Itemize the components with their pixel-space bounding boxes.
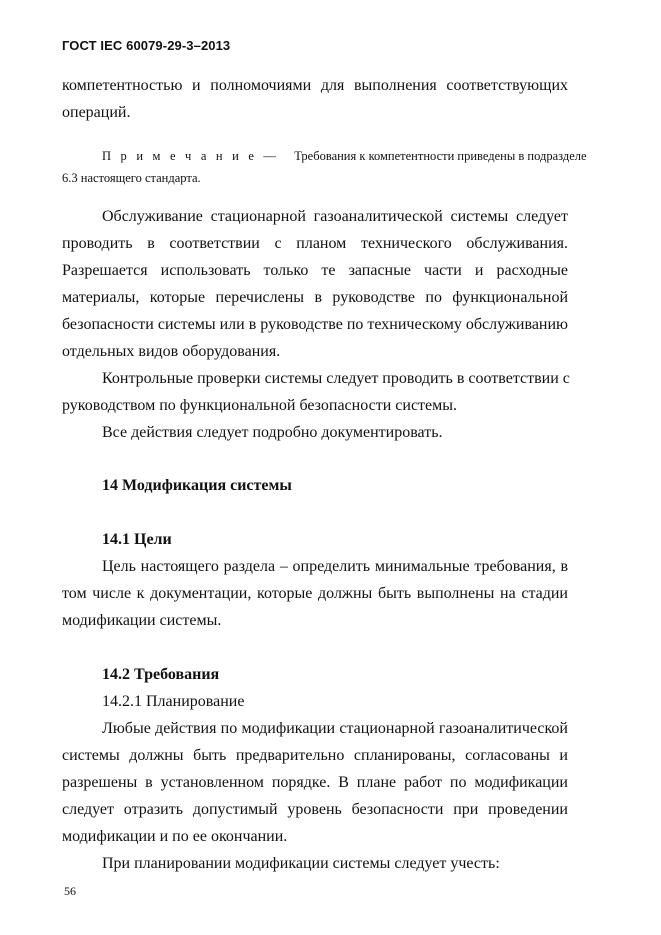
planning-line-3: разрешены в установленном порядке. В плане работ по модификации (62, 774, 568, 791)
note-label: П р и м е ч а н и е — (102, 149, 280, 163)
planning-line-4: следует отразить допустимый уровень безопасности при проведении (62, 801, 568, 818)
service-line-1: Обслуживание стационарной газоаналитической системы следует (102, 208, 568, 225)
service-line-4: материалы, которые перечислены в руководстве по функциональной (62, 289, 568, 306)
note-text: Требования к компетентности приведены в подразделе (294, 149, 587, 163)
document-header: ГОСТ IEC 60079-29-3–2013 (62, 38, 231, 53)
note-line-1 (62, 145, 587, 167)
intro-line-2: операций. (62, 104, 131, 121)
section-14-1-heading: 14.1 Цели (102, 531, 172, 548)
goals-line-1: Цель настоящего раздела – определить минимальные требования, в (102, 558, 568, 575)
planning-line-5: модификации и по ее окончании. (62, 828, 288, 845)
planning-line-1: Любые действия по модификации стационарной газоаналитической (102, 720, 568, 737)
goals-line-3: модификации системы. (62, 612, 222, 629)
service-line-5: безопасности системы или в руководстве по техническому обслуживанию (62, 316, 568, 333)
service-line-3: Разрешается использовать только те запасные части и расходные (62, 262, 568, 279)
section-14-2-heading: 14.2 Требования (102, 666, 220, 683)
planning-subheading: 14.2.1 Планирование (102, 693, 245, 710)
planning-consider-line: При планировании модификации системы следует учесть: (102, 855, 500, 872)
intro-line-1: компетентностью и полномочиями для выполнения соответствующих (62, 77, 568, 94)
documentation-line: Все действия следует подробно документировать. (102, 424, 443, 441)
section-14-heading: 14 Модификация системы (102, 477, 292, 494)
checks-line-1: Контрольные проверки системы следует проводить в соответствии с (102, 370, 570, 387)
service-line-2: проводить в соответствии с планом технического обслуживания. (62, 235, 568, 252)
note-line-2: 6.3 настоящего стандарта. (62, 171, 201, 185)
goals-line-2: том числе к документации, которые должны быть выполнены на стадии (62, 585, 568, 602)
page-number: 56 (64, 884, 76, 898)
service-line-6: отдельных видов оборудования. (62, 343, 281, 360)
planning-line-2: системы должны быть предварительно спланированы, согласованы и (62, 747, 568, 764)
checks-line-2: руководством по функциональной безопасности системы. (62, 397, 458, 414)
